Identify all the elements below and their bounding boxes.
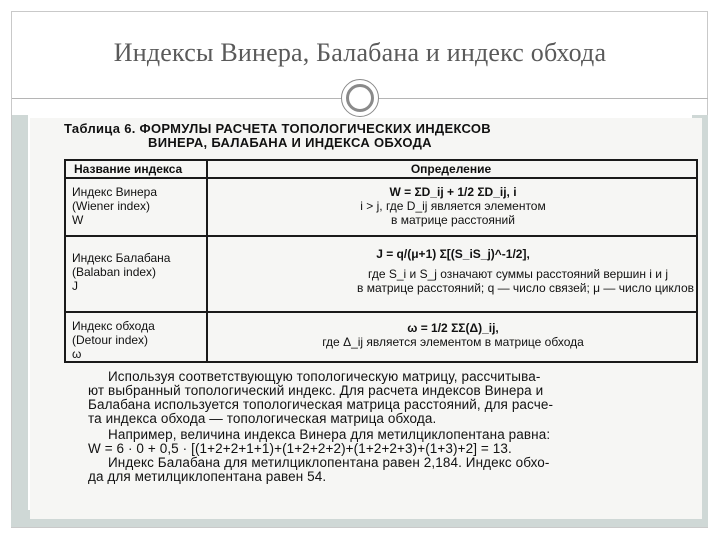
paragraph-example — [88, 428, 698, 484]
formula: J = q/(μ+1) Σ[(S_iS_j)^-1/2], — [376, 247, 530, 261]
table-caption-line2: ВИНЕРА, БАЛАБАНА И ИНДЕКСА ОБХОДА — [148, 135, 432, 150]
left-accent-band — [12, 115, 28, 523]
table-row-definition — [208, 247, 698, 295]
formula-line: W = 6 · 0 + 0,5 · [(1+2+2+1+1)+(1+2+2+2)+(1+2+2+3)+(1+3)+2] = 13. — [88, 441, 512, 456]
index-english-name: (Detour index) — [72, 333, 149, 347]
table-caption-line1: Таблица 6. ФОРМУЛЫ РАСЧЕТА ТОПОЛОГИЧЕСКИХ ИНДЕКСОВ — [64, 121, 491, 136]
table-row-definition — [208, 185, 698, 227]
definition-text: i > j, где D_ij является элементом — [360, 199, 546, 213]
table-row-definition — [208, 321, 698, 349]
table-header-divider — [66, 177, 696, 179]
paragraph-line: та индекса обхода — топологическая матрица обхода. — [88, 411, 437, 426]
index-symbol: J — [72, 279, 78, 293]
paragraph-line: ют выбранный топологический индекс. Для расчета индексов Винера и — [88, 383, 544, 398]
paragraph-line: Используя соответствующую топологическую матрицу, рассчитыва- — [108, 369, 541, 384]
table-row-divider — [66, 311, 696, 313]
formula-table — [64, 159, 698, 363]
ring-ornament-icon — [341, 79, 379, 117]
formula: W = ΣD_ij + 1/2 ΣD_ij, i — [389, 185, 517, 199]
definition-text: в матрице расстояний; q — число связей; μ — число циклов — [357, 281, 694, 295]
definition-text: в матрице расстояний — [391, 213, 515, 227]
formula: ω = 1/2 ΣΣ(Δ)_ij, — [407, 321, 499, 335]
slide-title: Индексы Винера, Балабана и индекс обхода — [113, 38, 607, 67]
paragraph-line: Балабана используется топологическая матрица расстояний, для расче- — [88, 397, 554, 412]
definition-text: где Δ_ij является элементом в матрице обхода — [322, 335, 584, 349]
paragraph-matrices — [88, 370, 698, 426]
index-name: Индекс Винера — [72, 185, 158, 199]
index-name: Индекс Балабана — [72, 251, 171, 265]
definition-text: где S_i и S_j означают суммы расстояний вершин i и j — [368, 267, 668, 281]
index-symbol: W — [72, 213, 84, 227]
scanned-page — [30, 118, 702, 519]
table-row-divider — [66, 235, 696, 237]
table-row — [72, 319, 155, 361]
paragraph-line: Например, величина индекса Винера для метилциклопентана равна: — [108, 427, 551, 442]
paragraph-line: Индекс Балабана для метилциклопентана равен 2,184. Индекс обхо- — [108, 455, 550, 470]
col-name-header: Название индекса — [74, 162, 183, 176]
index-english-name: (Balaban index) — [72, 265, 157, 279]
table-row — [72, 251, 170, 293]
table-row — [72, 185, 157, 227]
col-definition-header: Определение — [410, 162, 492, 176]
index-english-name: (Wiener index) — [72, 199, 151, 213]
index-symbol: ω — [72, 347, 82, 361]
index-name: Индекс обхода — [72, 319, 155, 333]
table-caption — [64, 122, 698, 150]
paragraph-line: да для метилциклопентана равен 54. — [88, 469, 327, 484]
